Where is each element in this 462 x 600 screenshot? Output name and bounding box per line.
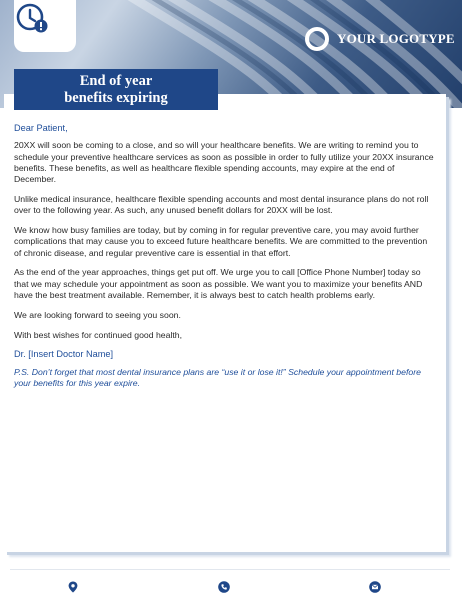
letter-paragraph-3: We know how busy families are today, but by coming in for regular preventive care, you may avoid further complications that may cause you to exceed future healthcare benefits. We are committed to the prevention of chronic disease, and regular preventive care is essential in that effort. bbox=[14, 225, 428, 258]
letter-signoff: Dr. [Insert Doctor Name] bbox=[14, 349, 114, 360]
letter-paragraph-4: As the end of the year approaches, things get put off. We urge you to call [Office Phone Number] today so that we may schedule your appointment as soon as possible. We want you to maximize your benefits AND have the best treatment available. Remember, it is always best to catch health problems early. bbox=[14, 267, 423, 301]
logo-text: YOUR LOGOTYPE bbox=[337, 31, 455, 46]
logo-ring-icon bbox=[305, 27, 329, 51]
title-line-1: End of year bbox=[79, 73, 153, 89]
letter-paragraph-5: We are looking forward to seeing you soon. bbox=[14, 309, 181, 320]
letter-paragraph-1: 20XX will soon be coming to a close, and so will your healthcare benefits. We are writing to remind you to schedule your preventive healthcare services as soon as possible in order to fully utilize your 20XX insurance benefits. These benefits, as well as healthcare flexible spending accounts, may expire at the end of December. bbox=[14, 140, 434, 185]
logo bbox=[305, 27, 455, 51]
clock-badge bbox=[14, 0, 76, 52]
clock-alert-icon bbox=[14, 0, 50, 36]
footer-divider bbox=[10, 569, 450, 570]
letter-greeting: Dear Patient, bbox=[14, 123, 68, 133]
letter-paragraph-6: With best wishes for continued good health, bbox=[14, 329, 183, 340]
letter-postscript: P.S. Don’t forget that most dental insurance plans are “use it or lose it!” Schedule your appointment before your benefits for this year expire. bbox=[14, 366, 421, 389]
letter-paragraph-2: Unlike medical insurance, healthcare flexible spending accounts and most dental insurance plans do not roll over to the following year. As such, any unused benefit dollars for 20XX will be lost. bbox=[14, 193, 429, 216]
email-icon bbox=[369, 581, 381, 593]
location-pin-icon bbox=[67, 581, 79, 593]
letter-body bbox=[14, 123, 434, 398]
title-line-2: benefits expiring bbox=[64, 90, 168, 106]
title-banner bbox=[14, 69, 218, 110]
phone-icon bbox=[218, 581, 230, 593]
